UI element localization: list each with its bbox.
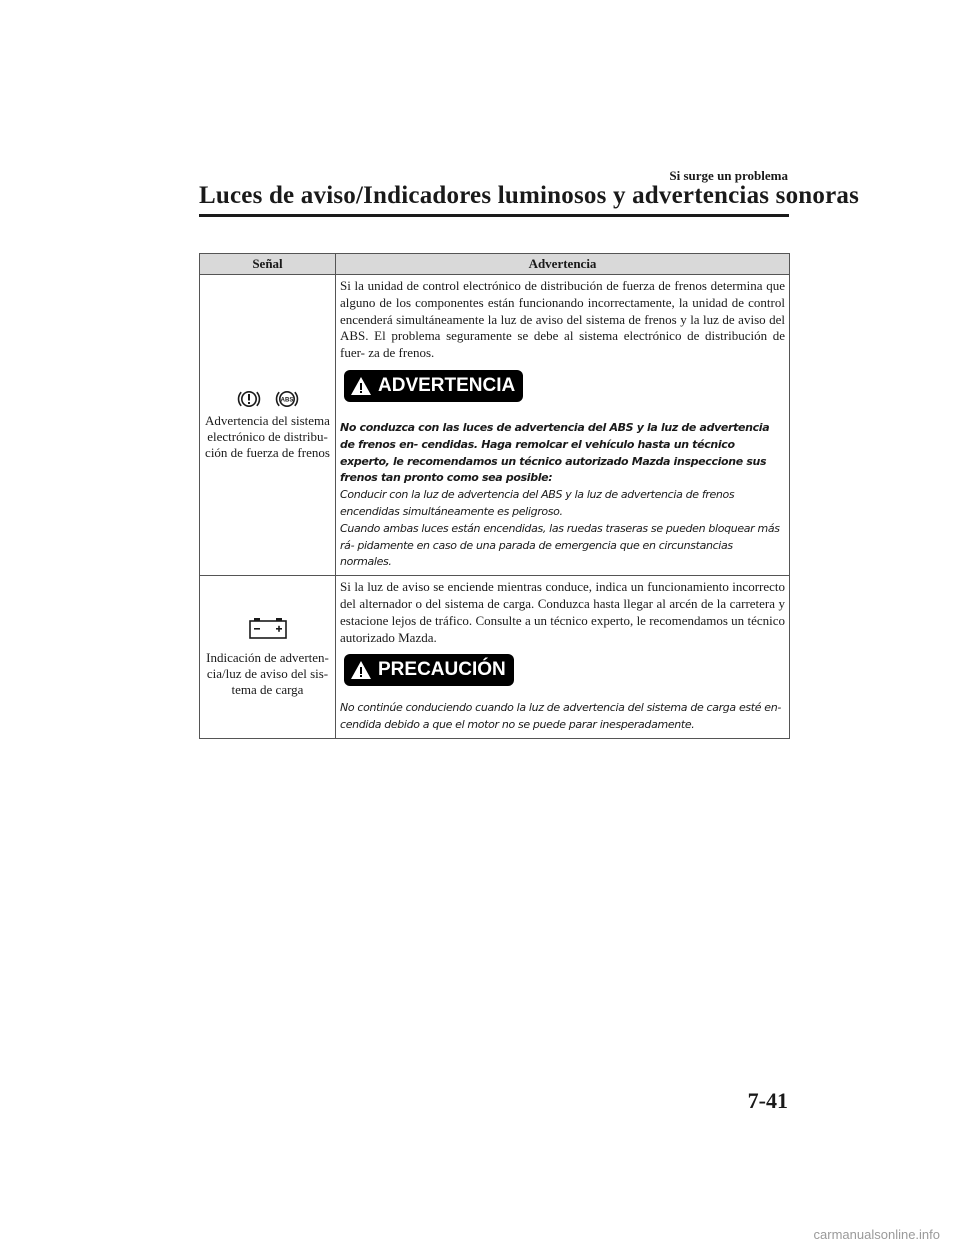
warning-cell: [336, 576, 790, 739]
page-title: Luces de aviso/Indicadores luminosos y advertencias sonoras: [199, 182, 860, 209]
warning-notice-text: Cuando ambas luces están encendidas, las ruedas traseras se pueden bloquear más rá- pidamente en caso de una parada de emergencia que en circunstancias normales.: [340, 521, 780, 569]
caution-notice-text: No continúe conduciendo cuando la luz de advertencia del sistema de carga esté en- cendida debido a que el motor no se puede parar inesperadamente.: [340, 701, 781, 732]
watermark: carmanualsonline.info: [813, 1227, 940, 1242]
alert-triangle-icon: [350, 660, 372, 680]
page-number: 7-41: [747, 1088, 788, 1113]
warning-notice-bold: No conduzca con las luces de advertencia del ABS y la luz de advertencia de frenos en- cendidas. Haga remolcar el vehículo hasta un técnico experto, le recomendamos un técnico autorizado Mazda inspeccione sus frenos tan pronto como sea posible:: [340, 420, 770, 485]
signal-cell: [200, 275, 336, 576]
section-label: Si surge un problema: [669, 168, 788, 183]
abs-warning-icon: [275, 389, 299, 409]
warning-badge-label: ADVERTENCIA: [378, 374, 516, 396]
warning-badge: [344, 370, 523, 402]
title-rule: [199, 214, 789, 217]
alert-triangle-icon: [350, 376, 372, 396]
caution-badge-label: PRECAUCIÓN: [378, 659, 506, 681]
signal-name: Indicación de adverten- cia/luz de aviso del sis- tema de carga: [206, 650, 329, 698]
warning-cell: [336, 275, 790, 576]
table-header-row: [200, 254, 790, 275]
svg-text:ABS: ABS: [280, 397, 293, 404]
brake-warning-icon: [237, 389, 261, 409]
warning-description: Si la unidad de control electrónico de distribución de fuerza de frenos determina que alguno de los componentes están funcionando incorrectamente, la unidad de control encenderá simultáneamente la luz de aviso del sistema de frenos y la luz de aviso del ABS. El problema seguramente se debe al sistema electrónico de distribución de fuer- za de frenos.: [340, 278, 785, 361]
warning-lights-table: [199, 253, 790, 739]
column-header-warning: Advertencia: [336, 254, 790, 275]
column-header-signal: Señal: [200, 254, 336, 275]
warning-description: Si la luz de aviso se enciende mientras conduce, indica un funcionamiento incorrecto del alternador o del sistema de carga. Conduzca hasta llegar al arcén de la carretera y estacione lejos de tráfico. Consulte a un técnico experto, le recomendamos un técnico autorizado Mazda.: [340, 579, 785, 645]
signal-cell: [200, 576, 336, 739]
table-row: [200, 576, 790, 739]
battery-charge-icon: [248, 616, 288, 640]
warning-notice-text: Conducir con la luz de advertencia del ABS y la luz de advertencia de frenos encendidas simultáneamente es peligroso.: [340, 488, 735, 518]
table-row: [200, 275, 790, 576]
caution-badge: [344, 654, 514, 686]
signal-name: Advertencia del sistema electrónico de distribu- ción de fuerza de frenos: [205, 413, 330, 461]
